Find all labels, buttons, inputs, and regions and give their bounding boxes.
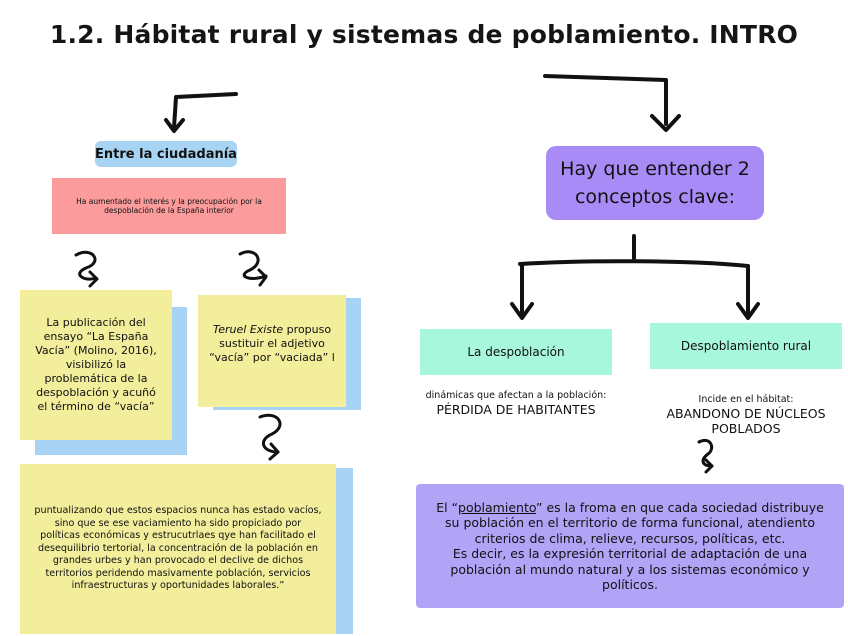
poblamiento-summary: Es decir, es la expresión territorial de adaptación de una población al mundo natural y a los sistemas económico y políticos. <box>450 546 810 592</box>
perdida-habitantes: PÉRDIDA DE HABITANTES <box>436 402 596 417</box>
vaciamiento-card <box>20 464 336 634</box>
teruel-existe-card <box>198 295 346 407</box>
conceptos-line-1: Hay que entender 2 <box>560 158 750 180</box>
page-title: 1.2. Hábitat rural y sistemas de poblamiento. INTRO <box>49 20 799 49</box>
conceptos-clave-header <box>546 146 764 220</box>
interes-note: Ha aumentado el interés y la preocupación por la despoblación de la España interior <box>52 178 286 234</box>
abandono-nucleos: ABANDONO DE NÚCLEOS POBLADOS <box>666 406 826 436</box>
despoblamiento-desc: Incide en el hábitat: <box>698 394 794 405</box>
poblamiento-definition: El “poblamiento” es la froma en que cada sociedad distribuye su población en el territorio de forma funcional, atendiento criterios de clima, relieve, recursos, políticas, etc. Es decir, es la expresión territorial de adaptación de una población al mundo natural y a los sistemas económico y políticos. <box>416 484 844 608</box>
arrow-to-ciudadania <box>174 94 236 128</box>
despoblacion-label: La despoblación <box>420 329 612 375</box>
squiggle-arrow-3 <box>260 415 280 452</box>
teruel-existe-name: Teruel Existe <box>212 323 284 336</box>
despoblamiento-definition <box>650 394 842 436</box>
despoblacion-definition <box>420 390 612 417</box>
despoblamiento-label: Despoblamiento rural <box>650 323 842 369</box>
poblamiento-term: poblamiento <box>458 499 537 515</box>
vaciamiento-text: puntualizando que estos espacios nunca has estado vacíos, sino que se ese vaciamiento ha sido propiciado por políticas económicas y estrucutrlaes qye han facilitado el desequilibrio tertorial, la concentración de la población en grandes urbes y han provocado el declive de dichos territorios peridendo masivamente población, servicios infraestructuras y oportunidades laborales.” <box>34 505 322 592</box>
despoblacion-desc: dinámicas que afectan a la población: <box>425 390 607 401</box>
espana-vacia-text: La publicación del ensayo “La España Vacía” (Molino, 2016), visibilizó la problemática de la despoblación y acuñó el término de “vacía” <box>35 316 157 413</box>
arrow-to-conceptos <box>545 76 666 124</box>
tree-branch <box>520 261 748 266</box>
espana-vacia-card <box>20 290 172 440</box>
teruel-existe-text: propuso sustituir el adjetivo “vacía” por “vaciada” l <box>209 323 335 364</box>
ciudadania-label: Entre la ciudadanía <box>95 141 237 167</box>
conceptos-line-2: conceptos clave: <box>574 186 736 208</box>
